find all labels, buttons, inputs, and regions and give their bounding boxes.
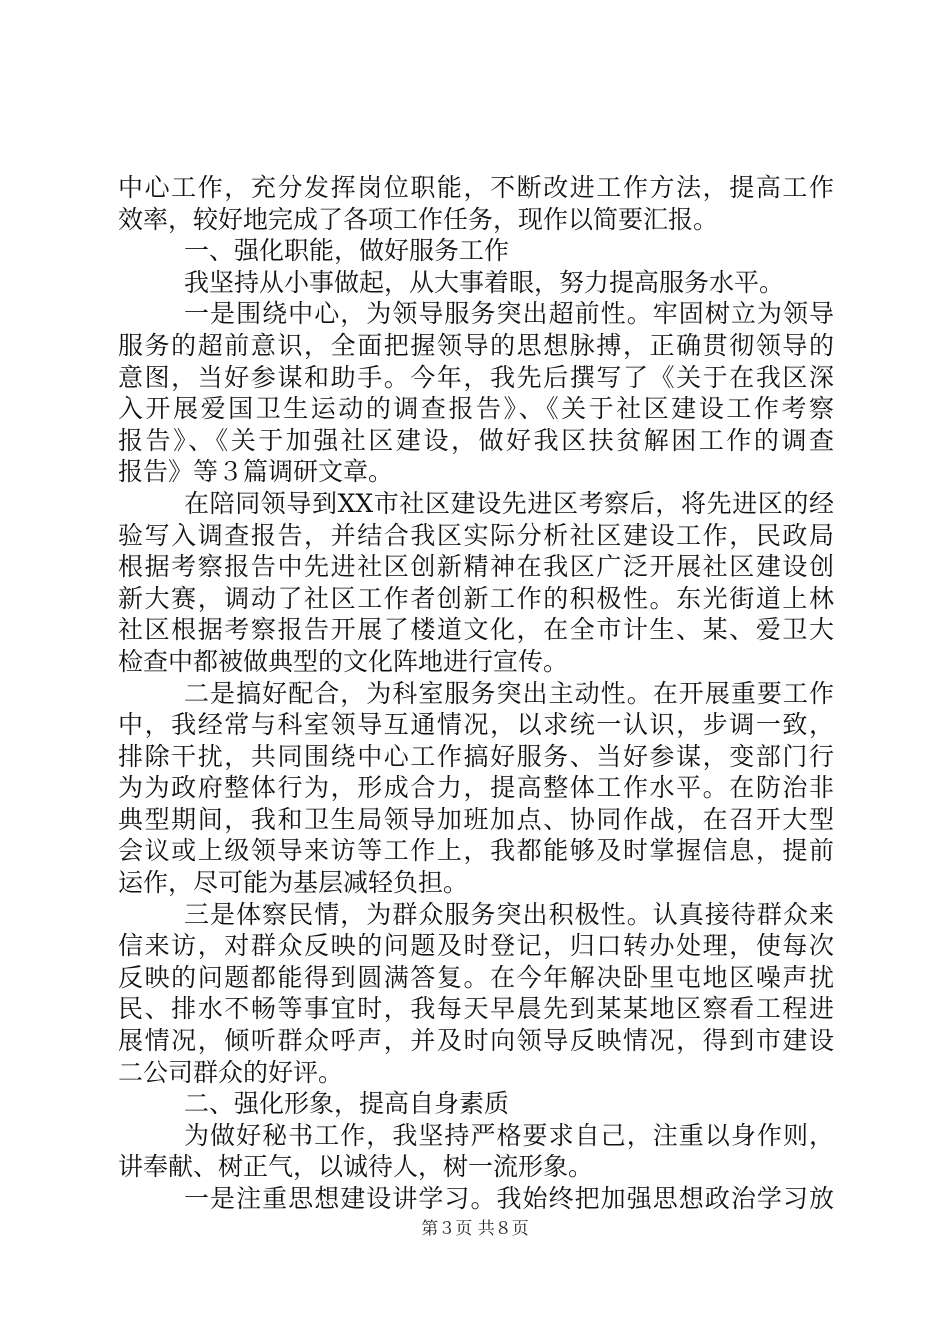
text-line: 典型期间，我和卫生局领导加班加点、协同作战，在召开大型: [118, 804, 834, 834]
text-line: 社区根据考察报告开展了楼道文化，在全市计生、某、爱卫大: [118, 615, 834, 645]
text-line: 二公司群众的好评。: [118, 1057, 344, 1087]
text-line: 民、排水不畅等事宜时，我每天早晨先到某某地区察看工程进: [118, 994, 834, 1024]
text-line: 新大赛，调动了社区工作者创新工作的积极性。东光街道上林: [118, 583, 834, 613]
page-footer: 第３页 共８页: [421, 1219, 529, 1239]
text-line: 会议或上级领导来访等工作上，我都能够及时掌握信息，提前: [118, 836, 834, 866]
text-line: 为为政府整体行为，形成合力，提高整体工作水平。在防治非: [118, 773, 834, 803]
text-line: 三是体察民情，为群众服务突出积极性。认真接待群众来: [184, 899, 834, 929]
text-line: 一、强化职能，做好服务工作: [184, 236, 510, 266]
text-line: 二、强化形象，提高自身素质: [184, 1089, 510, 1119]
text-line: 报告》等３篇调研文章。: [118, 457, 394, 487]
text-line: 效率，较好地完成了各项工作任务，现作以简要汇报。: [118, 204, 719, 234]
text-line: 服务的超前意识，全面把握领导的思想脉搏，正确贯彻领导的: [118, 330, 834, 360]
text-line: 意图，当好参谋和助手。今年，我先后撰写了《关于在我区深: [118, 362, 834, 392]
document-body: [118, 172, 834, 1215]
text-line: 为做好秘书工作，我坚持严格要求自己，注重以身作则，: [184, 1120, 834, 1150]
text-line: 二是搞好配合，为科室服务突出主动性。在开展重要工作: [184, 678, 834, 708]
text-line: 在陪同领导到XX市社区建设先进区考察后，将先进区的经: [184, 488, 834, 518]
text-line: 入开展爱国卫生运动的调查报告》、《关于社区建设工作考察: [118, 394, 834, 424]
text-line: 报告》、《关于加强社区建设，做好我区扶贫解困工作的调查: [118, 425, 834, 455]
text-line: 讲奉献、树正气，以诚待人，树一流形象。: [118, 1152, 594, 1182]
text-line: 一是围绕中心，为领导服务突出超前性。牢固树立为领导: [184, 299, 834, 329]
text-line: 信来访，对群众反映的问题及时登记，归口转办处理，使每次: [118, 931, 834, 961]
text-line: 根据考察报告中先进社区创新精神在我区广泛开展社区建设创: [118, 552, 834, 582]
text-line: 排除干扰，共同围绕中心工作搞好服务、当好参谋，变部门行: [118, 741, 834, 771]
text-line: 中，我经常与科室领导互通情况，以求统一认识，步调一致，: [118, 710, 834, 740]
text-line: 验写入调查报告，并结合我区实际分析社区建设工作，民政局: [118, 520, 834, 550]
text-line: 运作，尽可能为基层减轻负担。: [118, 868, 469, 898]
text-line: 检查中都被做典型的文化阵地进行宣传。: [118, 646, 569, 676]
text-line: 展情况，倾听群众呼声，并及时向领导反映情况，得到市建设: [118, 1026, 834, 1056]
text-line: 我坚持从小事做起，从大事着眼，努力提高服务水平。: [184, 267, 785, 297]
text-line: 一是注重思想建设讲学习。我始终把加强思想政治学习放: [184, 1184, 834, 1213]
text-line: 中心工作，充分发挥岗位职能，不断改进工作方法，提高工作: [118, 173, 834, 202]
text-line: 反映的问题都能得到圆满答复。在今年解决卧里屯地区噪声扰: [118, 962, 834, 992]
